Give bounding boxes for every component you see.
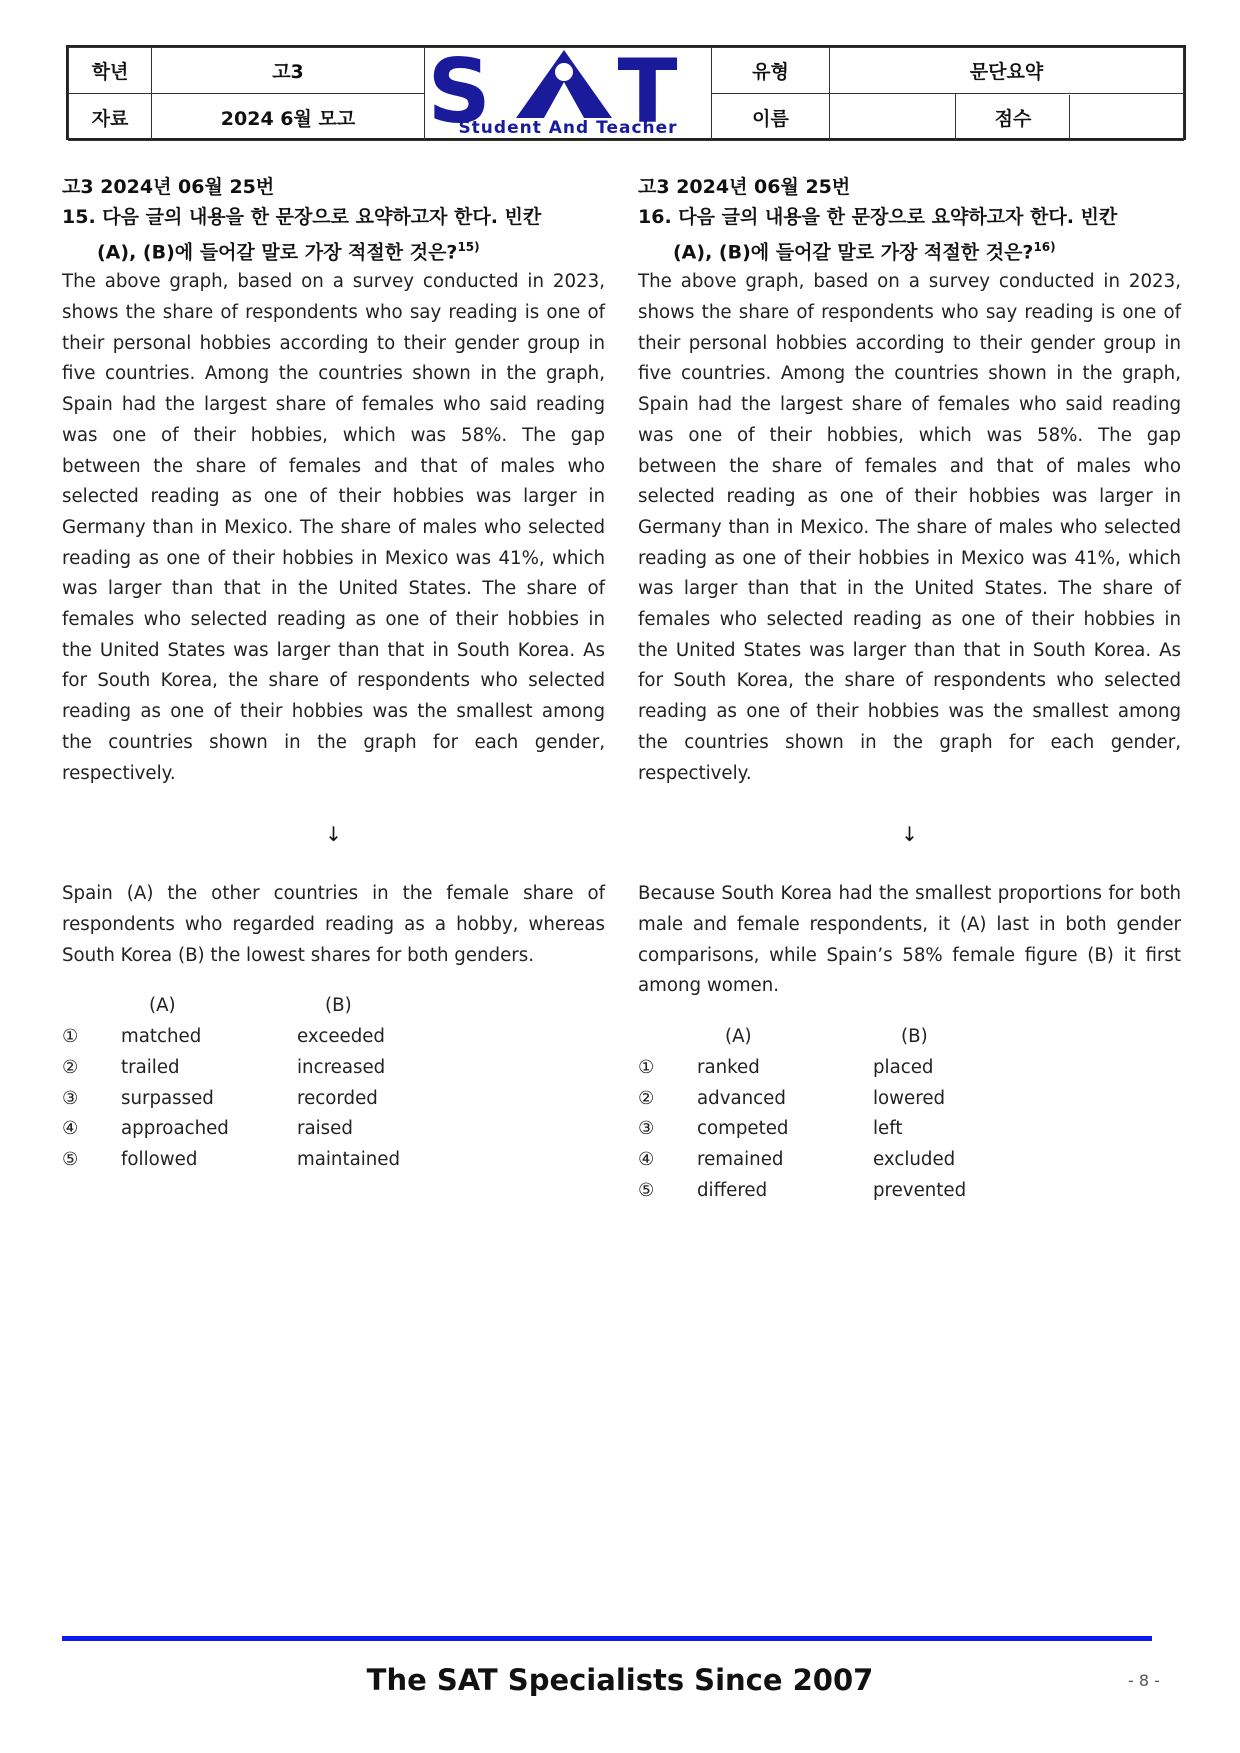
question-prompt [62,202,605,267]
option-number: ④ [62,1118,79,1140]
question-line1: 다음 글의 내용을 한 문장으로 요약하고자 한다. 빈칸 [102,206,542,228]
score-field[interactable] [1070,95,1183,139]
source-value: 2024 6월 모고 [152,94,425,141]
option-a-word: approached [121,1118,229,1140]
option-b-word: lowered [873,1087,946,1109]
options-header [62,991,605,1022]
option-number: ② [638,1087,655,1109]
option-a-word: competed [697,1118,789,1140]
option-4[interactable] [638,1145,1181,1176]
header-table [66,40,1186,143]
name-field[interactable] [830,94,956,141]
option-b-word: prevented [873,1179,967,1201]
option-number: ② [62,1057,79,1079]
page-number: - 8 - [1128,1671,1160,1690]
question-prompt [638,202,1181,267]
option-number: ⑤ [62,1149,79,1171]
option-5[interactable] [62,1145,605,1176]
option-a-word: surpassed [121,1087,214,1109]
score-label-cell [956,94,1184,141]
type-value: 문단요약 [830,48,1184,94]
column-a-header: (A) [725,1026,752,1048]
option-b-word: placed [873,1057,934,1079]
grade-value: 고3 [152,48,425,94]
option-a-word: differed [697,1179,768,1201]
source-label: 자료 [69,94,152,141]
type-label: 유형 [712,48,830,94]
option-b-word: recorded [297,1087,378,1109]
options-header [638,1022,1181,1053]
column-a-header: (A) [149,995,176,1017]
question-number: 15. [62,206,96,228]
question-16-column [638,172,1181,1207]
footnote-mark: 15) [457,240,480,254]
option-b-word: raised [297,1118,353,1140]
option-b-word: excluded [873,1149,956,1171]
option-number: ③ [638,1118,655,1140]
score-label: 점수 [957,95,1070,139]
option-b-word: increased [297,1057,386,1079]
option-5[interactable] [638,1176,1181,1207]
question-line2: (A), (B)에 들어갈 말로 가장 적절한 것은? [97,241,458,264]
logo-cell [425,40,712,143]
footer-slogan: The SAT Specialists Since 2007 [366,1663,874,1697]
option-number: ③ [62,1087,79,1109]
passage-text: The above graph, based on a survey conducted in 2023, shows the share of respondents who say reading is one of their personal hobbies according to their gender group in five countries. Among the countries shown in the graph, Spain had the largest share of females who said reading was one of their hobbies, which was 58%. The gap between the share of females and that of males who selected reading as one of their hobbies was larger in Germany than in Mexico. The share of males who selected reading as one of their hobbies in Mexico was 41%, which was larger than that in the United States. The share of females who selected reading as one of their hobbies in the United States was larger than that in South Korea. As for South Korea, the share of respondents who selected reading as one of their hobbies was the smallest among the countries shown in the graph for each gender, respectively. [62,271,605,784]
option-number: ④ [638,1149,655,1171]
logo-letter-s: S [427,40,491,143]
name-label: 이름 [712,94,830,141]
question-number: 16. [638,206,672,228]
footer-rule [62,1636,1152,1641]
option-a-word: trailed [121,1057,180,1079]
option-2[interactable] [638,1084,1181,1115]
question-source: 고3 2024년 06월 25번 [638,176,851,198]
question-line2: (A), (B)에 들어갈 말로 가장 적절한 것은? [673,241,1034,264]
question-line1: 다음 글의 내용을 한 문장으로 요약하고자 한다. 빈칸 [678,206,1118,228]
column-b-header: (B) [325,995,352,1017]
option-a-word: ranked [697,1057,760,1079]
logo-letter-t: T [617,40,678,143]
answer-options [638,1022,1181,1206]
option-1[interactable] [638,1053,1181,1084]
sat-logo [426,40,711,143]
option-a-word: followed [121,1149,198,1171]
option-a-word: remained [697,1149,784,1171]
option-b-word: maintained [297,1149,401,1171]
footnote-mark: 16) [1033,240,1056,254]
logo-a-figure-icon [514,48,614,120]
option-b-word: exceeded [297,1026,385,1048]
option-number: ⑤ [638,1179,655,1201]
summary-sentence: Spain (A) the other countries in the female share of respondents who regarded reading as a hobby, whereas South Korea (B) the lowest shares for both genders. [62,883,605,966]
question-15-column [62,172,605,1176]
down-arrow-icon: ↓ [325,822,342,847]
grade-label: 학년 [69,48,152,94]
logo-subtitle: Student And Teacher [458,118,678,138]
option-4[interactable] [62,1114,605,1145]
option-2[interactable] [62,1053,605,1084]
option-a-word: advanced [697,1087,786,1109]
question-source: 고3 2024년 06월 25번 [62,176,275,198]
down-arrow-icon: ↓ [901,822,918,847]
option-b-word: left [873,1118,903,1140]
option-3[interactable] [62,1084,605,1115]
answer-options [62,991,605,1175]
option-1[interactable] [62,1022,605,1053]
summary-sentence: Because South Korea had the smallest proportions for both male and female respondents, it (A) last in both gender comparisons, while Spain’s 58% female figure (B) it first among women. [638,883,1181,997]
option-number: ① [62,1026,79,1048]
passage-text: The above graph, based on a survey conducted in 2023, shows the share of respondents who say reading is one of their personal hobbies according to their gender group in five countries. Among the countries shown in the graph, Spain had the largest share of females who said reading was one of their hobbies, which was 58%. The gap between the share of females and that of males who selected reading as one of their hobbies was larger in Germany than in Mexico. The share of males who selected reading as one of their hobbies in Mexico was 41%, which was larger than that in the United States. The share of females who selected reading as one of their hobbies in the United States was larger than that in South Korea. As for South Korea, the share of respondents who selected reading as one of their hobbies was the smallest among the countries shown in the graph for each gender, respectively. [638,271,1181,784]
column-b-header: (B) [901,1026,928,1048]
option-3[interactable] [638,1114,1181,1145]
option-number: ① [638,1057,655,1079]
option-a-word: matched [121,1026,202,1048]
